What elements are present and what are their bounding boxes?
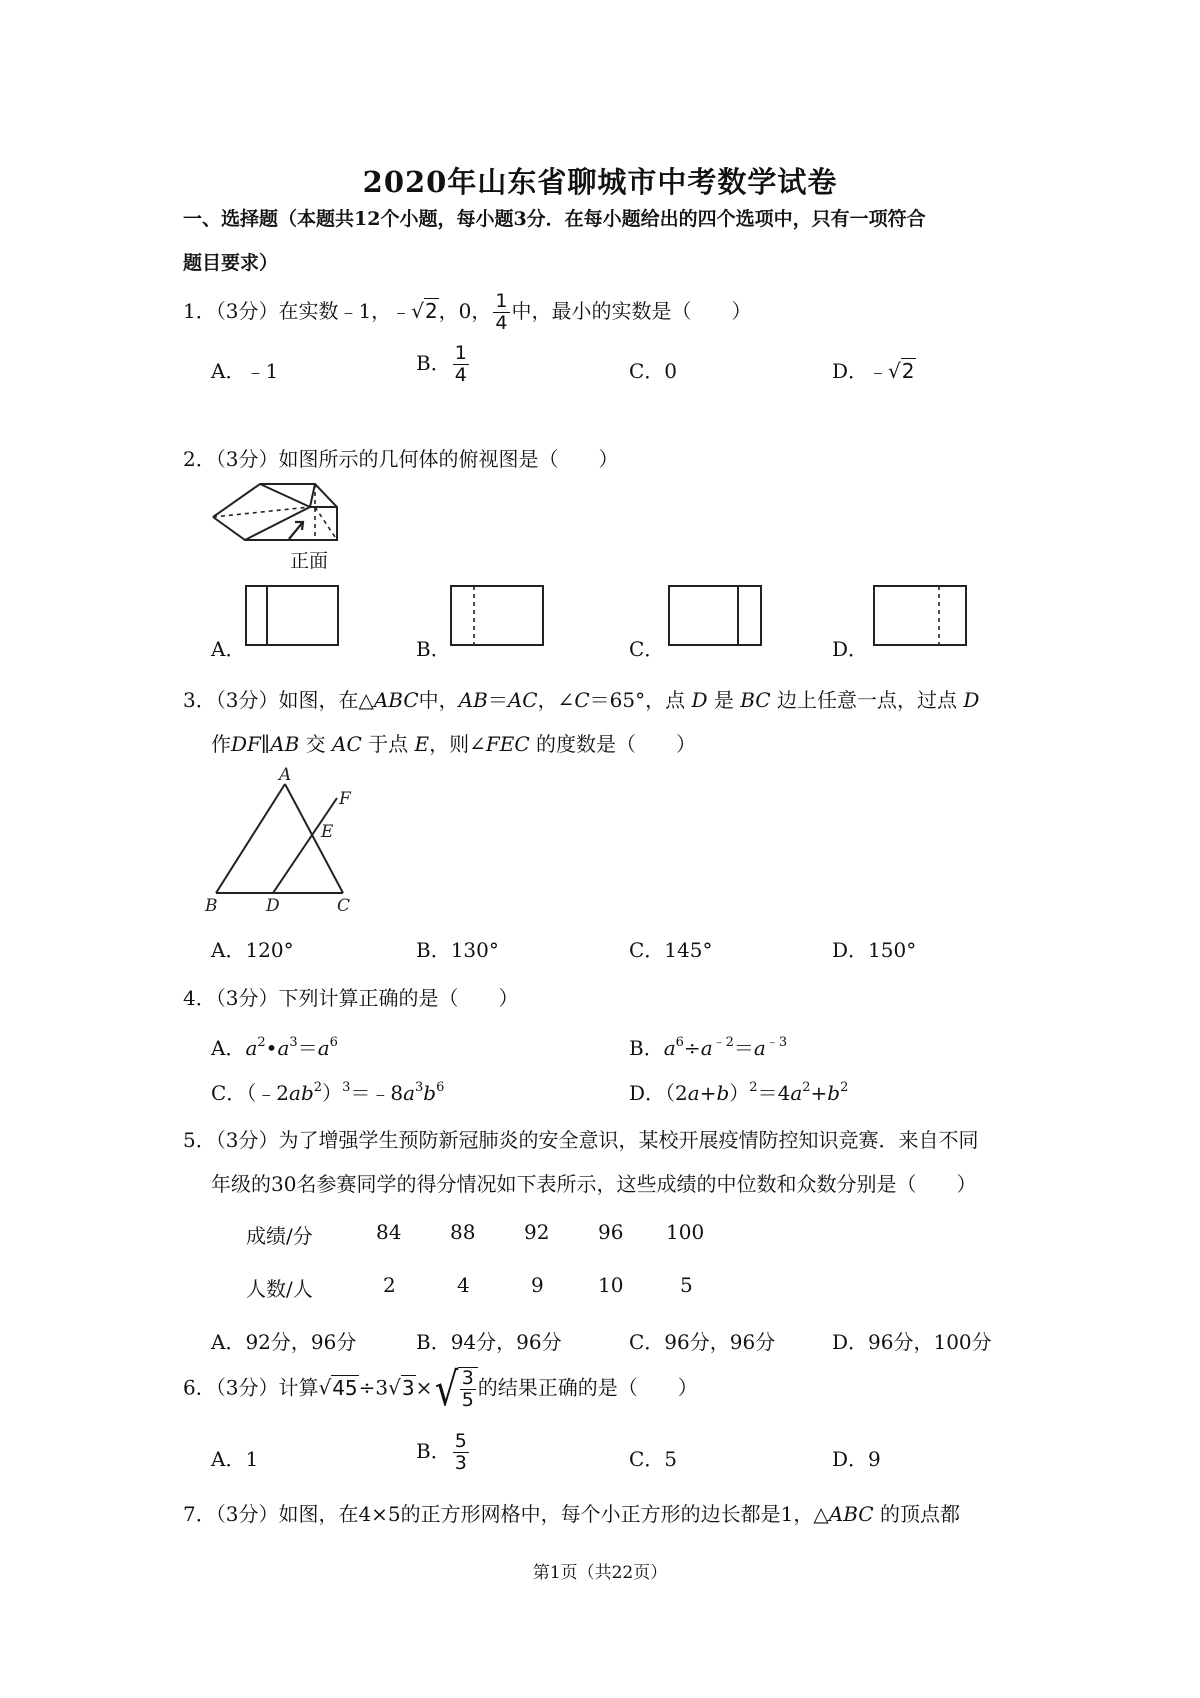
question-5-line1: 5．（3分）为了增强学生预防新冠肺炎的安全意识，某校开展疫情防控知识竞赛．来自不同 <box>183 1128 979 1152</box>
q1-option-a[interactable]: A．﹣1 <box>211 359 279 383</box>
q3-fec: FEC <box>485 732 530 756</box>
q3-t4: ＝65°，点 <box>589 688 686 712</box>
question-3-line2 <box>211 728 696 757</box>
section-heading-line2: 题目要求） <box>183 252 279 274</box>
table-cell: 100 <box>666 1220 705 1244</box>
sqrt-symbol: √3 <box>388 1375 415 1400</box>
table-cell: 5 <box>680 1273 693 1297</box>
section-heading-line1: 一、选择题（本题共12个小题，每小题3分．在每小题给出的四个选项中，只有一项符合 <box>183 208 926 230</box>
page-footer: 第1页（共22页） <box>532 1563 668 1583</box>
q3-t1: 3．（3分）如图，在△ <box>183 688 374 712</box>
table-row-label: 成绩/分 <box>246 1224 313 1248</box>
q1-text-mid: ，0， <box>438 299 492 323</box>
question-6 <box>183 1362 698 1416</box>
q2-solid-figure <box>205 478 355 568</box>
q3-df: DF <box>231 732 261 756</box>
q6-fraction <box>460 1368 476 1411</box>
q6-radicand-1: 45 <box>332 1375 358 1400</box>
q1-option-b-frac <box>453 343 469 386</box>
q1-frac-den: 4 <box>495 312 508 334</box>
table-cell: 84 <box>376 1220 402 1244</box>
question-4: 4．（3分）下列计算正确的是（ ） <box>183 986 519 1010</box>
page-title: 2020年山东省聊城市中考数学试卷 <box>362 165 838 199</box>
q3-t8: ∥ <box>260 732 271 756</box>
q6-t3: × <box>415 1375 433 1400</box>
q3-bc: BC <box>740 688 771 712</box>
table-cell: 92 <box>524 1220 550 1244</box>
q6-frac-num: 3 <box>461 1367 474 1389</box>
q3-t2: 中， <box>418 688 459 712</box>
q3-abc: ABC <box>373 688 419 712</box>
q6-option-a[interactable]: A．1 <box>211 1447 259 1471</box>
q3-t7: 作 <box>211 732 231 756</box>
q1-d-radicand: 2 <box>901 359 915 383</box>
q1-fraction <box>493 291 509 334</box>
table-cell: 88 <box>450 1220 476 1244</box>
q3-t10: 于点 <box>368 732 409 756</box>
q6-option-d[interactable]: D．9 <box>832 1447 881 1471</box>
q4-a-label: A． <box>211 1036 246 1060</box>
q6-radicand-2: 3 <box>401 1375 415 1400</box>
q4-b-label: B． <box>629 1036 664 1060</box>
q3-t6: 边上任意一点，过点 <box>776 688 957 712</box>
q2-option-c-view[interactable] <box>668 585 763 647</box>
q3-option-b[interactable]: B．130° <box>416 938 499 962</box>
q3-triangle-figure <box>205 765 365 918</box>
q6-b-num: 5 <box>454 1430 467 1452</box>
q6-option-b-label: B． <box>416 1439 451 1463</box>
q3-option-a[interactable]: A．120° <box>211 938 294 962</box>
q1-option-b-label: B． <box>416 351 451 375</box>
q2-option-d[interactable]: D． <box>832 637 869 661</box>
q7-abc: ABC <box>828 1502 874 1526</box>
q4-option-b[interactable]: B．$a^6\div a^{﹣2}=a^{﹣3}$ <box>629 1035 788 1060</box>
q1-option-d[interactable] <box>832 355 916 384</box>
q3-t3: ，∠ <box>537 688 575 712</box>
q2-option-a-view[interactable] <box>245 585 340 647</box>
sqrt-symbol: √2 <box>411 299 438 323</box>
sqrt-symbol: √2 <box>888 359 915 383</box>
q1-option-c[interactable]: C．0 <box>629 359 678 383</box>
q1-option-b[interactable] <box>416 343 471 386</box>
q3-t12: 的度数是（ ） <box>536 732 697 756</box>
table-row-label: 人数/人 <box>246 1277 313 1301</box>
q3-point-c-label: C <box>337 896 351 916</box>
q1-text-pre: 1．（3分）在实数﹣1，﹣ <box>183 299 412 323</box>
q2-option-b-view[interactable] <box>450 585 545 647</box>
q3-point-a-label: A <box>279 765 292 785</box>
q5-option-a[interactable]: A．92分，96分 <box>211 1330 357 1354</box>
q2-option-b[interactable]: B． <box>416 637 451 661</box>
q2-front-label: 正面 <box>290 550 329 572</box>
question-2: 2．（3分）如图所示的几何体的俯视图是（ ） <box>183 447 619 471</box>
q3-ab2: AB <box>270 732 300 756</box>
q6-option-b-frac <box>453 1431 469 1474</box>
q4-option-d[interactable]: D．$(2a+b)^2=4a^2+b^2$ <box>629 1080 849 1105</box>
q1-radicand: 2 <box>424 299 438 323</box>
q6-t1: 6．（3分）计算 <box>183 1375 319 1400</box>
q2-option-c[interactable]: C． <box>629 637 665 661</box>
q7-t2: 的顶点都 <box>879 1502 960 1526</box>
q3-option-c[interactable]: C．145° <box>629 938 713 962</box>
sqrt-symbol: √ $\frac{3}{5}$ <box>432 1362 477 1416</box>
q3-eq: ＝ <box>487 688 508 712</box>
q6-frac-den: 5 <box>461 1389 474 1411</box>
q4-option-c[interactable]: C．$(﹣2ab^2)^3=﹣8a^3b^6$ <box>211 1080 445 1105</box>
q6-t2: ÷3 <box>358 1375 389 1400</box>
q3-t9: 交 <box>305 732 326 756</box>
q3-ac2: AC <box>332 732 362 756</box>
q4-d-label: D． <box>629 1081 666 1105</box>
q3-t11: ，则∠ <box>429 732 486 756</box>
question-3-line1 <box>183 684 979 713</box>
q1-b-num: 1 <box>454 342 467 364</box>
q5-option-d[interactable]: D．96分，100分 <box>832 1330 992 1354</box>
table-cell: 96 <box>598 1220 624 1244</box>
q5-option-b[interactable]: B．94分，96分 <box>416 1330 562 1354</box>
q1-option-d-label: D．﹣ <box>832 359 889 383</box>
q3-d2: D <box>963 688 980 712</box>
q3-point-d-label: D <box>266 896 280 916</box>
q3-t5: 是 <box>713 688 734 712</box>
question-5-line2: 年级的30名参赛同学的得分情况如下表所示，这些成绩的中位数和众数分别是（ ） <box>211 1172 977 1196</box>
q6-b-den: 3 <box>454 1452 467 1474</box>
q6-option-c[interactable]: C．5 <box>629 1447 678 1471</box>
q2-option-d-view[interactable] <box>873 585 968 647</box>
q7-t1: 7．（3分）如图，在4×5的正方形网格中，每个小正方形的边长都是1，△ <box>183 1502 829 1526</box>
table-cell: 4 <box>457 1273 470 1297</box>
q3-point-b-label: B <box>205 896 218 916</box>
q6-option-b[interactable] <box>416 1431 471 1474</box>
q3-e: E <box>414 732 430 756</box>
q3-point-f-label: F <box>339 789 351 809</box>
q6-t4: 的结果正确的是（ ） <box>477 1375 698 1400</box>
q3-d: D <box>691 688 708 712</box>
q3-point-e-label: E <box>321 822 334 842</box>
q3-ac: AC <box>507 688 538 712</box>
table-cell: 9 <box>531 1273 544 1297</box>
table-cell: 10 <box>598 1273 624 1297</box>
question-7 <box>183 1498 960 1527</box>
table-cell: 2 <box>383 1273 396 1297</box>
question-1 <box>183 291 752 334</box>
q1-frac-num: 1 <box>495 290 508 312</box>
q4-c-label: C． <box>211 1081 247 1105</box>
q4-option-a[interactable]: A．$a^2•a^3=a^6$ <box>211 1035 338 1060</box>
q1-text-post: 中，最小的实数是（ ） <box>511 299 752 323</box>
q3-ab: AB <box>458 688 488 712</box>
q2-option-a[interactable]: A． <box>211 637 246 661</box>
q1-b-den: 4 <box>454 364 467 386</box>
q3-option-d[interactable]: D．150° <box>832 938 917 962</box>
q3-c: C <box>574 688 590 712</box>
q5-option-c[interactable]: C．96分，96分 <box>629 1330 776 1354</box>
sqrt-symbol: √45 <box>318 1375 358 1400</box>
